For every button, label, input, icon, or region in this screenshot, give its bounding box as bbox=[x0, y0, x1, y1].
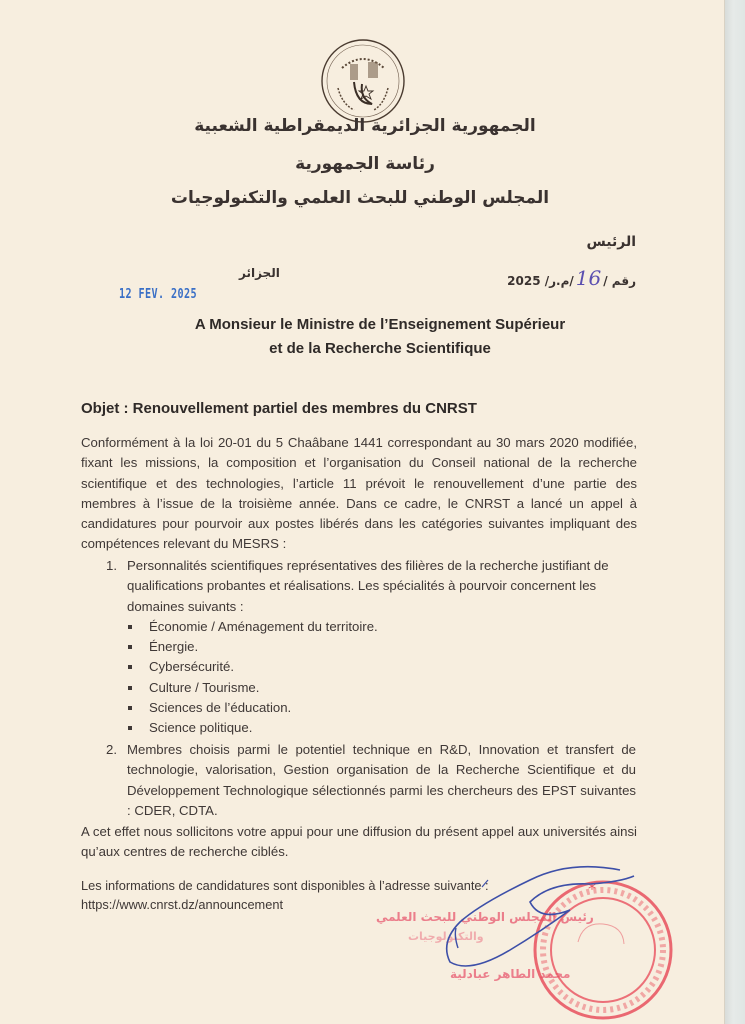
handwritten-reference-number: 16 bbox=[575, 266, 602, 290]
square-bullet-icon bbox=[128, 665, 132, 669]
letterhead-council: المجلس الوطني للبحث العلمي والتكنولوجيات bbox=[170, 188, 550, 208]
reference-suffix: /م.ر/ 2025 bbox=[507, 274, 574, 288]
domains-list bbox=[106, 617, 636, 739]
city: الجزائر bbox=[239, 266, 280, 280]
date-stamp: 12 FEV. 2025 bbox=[119, 287, 197, 302]
signatory-title-stamp-2: والتكنولوجيات bbox=[408, 930, 484, 943]
reference-prefix: رقم / bbox=[603, 274, 636, 288]
list-number: 1. bbox=[106, 558, 117, 573]
announcement-link[interactable]: https://www.cnrst.dz/announcement bbox=[81, 896, 284, 912]
signatory-name-stamp: محمد الطاهر عبادلية bbox=[450, 967, 571, 981]
reference-number bbox=[507, 266, 636, 290]
domain-item: Culture / Tourisme. bbox=[127, 678, 636, 698]
subject-line: Objet : Renouvellement partiel des membres du CNRST bbox=[81, 400, 477, 417]
square-bullet-icon bbox=[128, 686, 132, 690]
domain-item: Sciences de l’éducation. bbox=[127, 698, 636, 718]
domain-item: Cybersécurité. bbox=[127, 657, 636, 677]
info-text: Les informations de candidatures sont disponibles à l’adresse suivante : bbox=[81, 878, 489, 893]
intro-paragraph: Conformément à la loi 20-01 du 5 Chaâbane 1441 correspondant au 30 mars 2020 modifiée, fixant les missions, la composition et l’organisation du Conseil national de la recherche scientifique et des technologies, l’article 11 prévoit le renouvellement d’une partie des membres à l’issue de la troisième année. Dans ce cadre, le CNRST a lancé un appel à candidatures pour pourvoir aux postes libérés dans les catégories suivantes impliquant des compétences relevant du MESRS : bbox=[81, 435, 637, 552]
square-bullet-icon bbox=[128, 645, 132, 649]
letterhead-country: الجمهورية الجزائرية الديمقراطية الشعبية bbox=[194, 116, 536, 136]
algeria-emblem-seal-icon bbox=[320, 38, 406, 124]
list-number: 2. bbox=[106, 742, 117, 757]
letterhead-presidency: رئاسة الجمهورية bbox=[295, 154, 435, 174]
domain-item: Économie / Aménagement du territoire. bbox=[127, 617, 636, 637]
square-bullet-icon bbox=[128, 625, 132, 629]
domain-item: Énergie. bbox=[127, 637, 636, 657]
list-item-2 bbox=[106, 740, 636, 821]
sender-title: الرئيس bbox=[586, 234, 636, 250]
list-item-text: Membres choisis parmi le potentiel technique en R&D, Innovation et transfert de technologie, valorisation, Gestion organisation de la Recherche Scientifique et du Développement Technologique sélectionnés parmi les chercheurs des EPST suivantes : CDER, CDTA. bbox=[127, 742, 636, 818]
list-item-text: Personnalités scientifiques représentatives des filières de la recherche justifiant de qualifications probantes et réalisations. Les spécialités à pourvoir concernent les domaines suivants : bbox=[127, 558, 609, 614]
addressee bbox=[100, 313, 660, 361]
scanner-edge bbox=[725, 0, 745, 1024]
request-paragraph: A cet effet nous sollicitons votre appui pour une diffusion du présent appel aux universités ainsi qu’aux centres de recherche ciblés. bbox=[81, 824, 637, 860]
handwritten-signature bbox=[420, 862, 640, 982]
svg-text:*: * bbox=[588, 879, 596, 898]
signatory-title-stamp: رئيس المجلس الوطني للبحث العلمي bbox=[376, 910, 594, 924]
addressee-line-2: et de la Recherche Scientifique bbox=[269, 340, 491, 357]
square-bullet-icon bbox=[128, 706, 132, 710]
list-item-1 bbox=[106, 556, 636, 739]
addressee-line-1: A Monsieur le Ministre de l’Enseignement Supérieur bbox=[194, 316, 566, 333]
square-bullet-icon bbox=[128, 726, 132, 730]
domain-item: Science politique. bbox=[127, 718, 636, 738]
